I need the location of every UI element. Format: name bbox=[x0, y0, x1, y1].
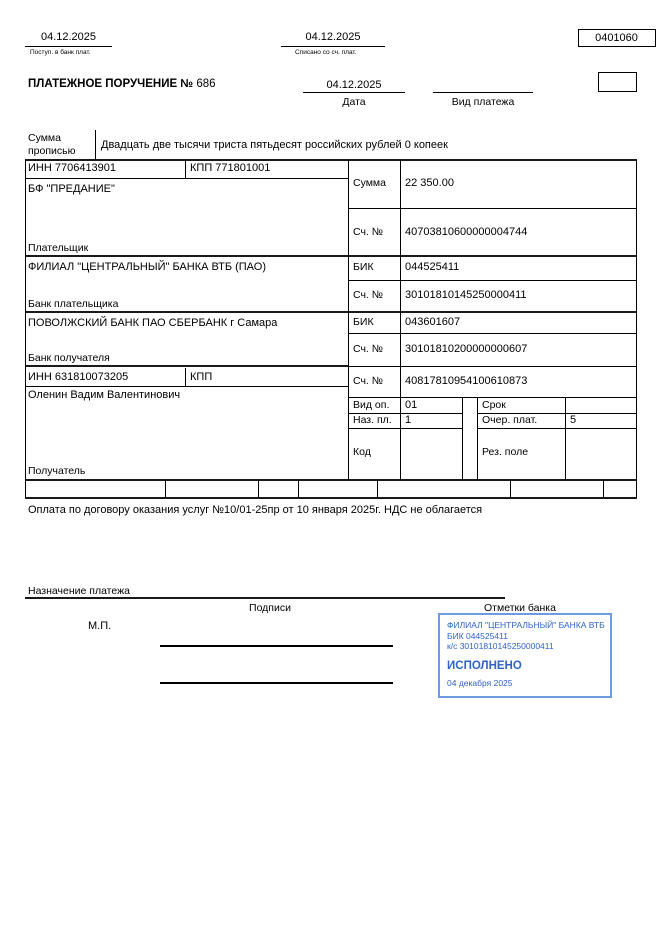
divider-line bbox=[433, 92, 533, 93]
payer-account: 40703810600000004744 bbox=[405, 226, 528, 238]
table-line bbox=[477, 397, 478, 480]
table-line bbox=[25, 365, 348, 367]
table-line bbox=[25, 255, 637, 257]
payer-name: БФ "ПРЕДАНИЕ" bbox=[28, 183, 115, 195]
amount-words-caption: Сумма прописью bbox=[28, 132, 76, 157]
table-line bbox=[348, 280, 637, 281]
table-line bbox=[348, 160, 349, 480]
document-number: 686 bbox=[196, 78, 216, 90]
table-line bbox=[565, 397, 566, 480]
debited-date: 04.12.2025 bbox=[305, 31, 361, 43]
payee-bank-bik: 043601607 bbox=[405, 316, 461, 328]
payer-bank-account: 30101810145250000411 bbox=[405, 289, 527, 301]
divider-line bbox=[25, 46, 112, 47]
payer-caption: Плательщик bbox=[28, 242, 89, 254]
signature-line bbox=[160, 645, 393, 647]
debited-date-caption: Списано со сч. плат. bbox=[295, 49, 357, 56]
op-type-value: 01 bbox=[405, 399, 418, 411]
payer-account-caption: Сч. № bbox=[353, 226, 384, 238]
table-line bbox=[348, 208, 637, 209]
sum-caption: Сумма bbox=[353, 177, 386, 189]
payment-type-caption: Вид платежа bbox=[451, 96, 515, 108]
term-caption: Срок bbox=[482, 399, 506, 411]
stamp-bank-name: ФИЛИАЛ "ЦЕНТРАЛЬНЫЙ" БАНКА ВТБ bbox=[447, 620, 605, 630]
payee-caption: Получатель bbox=[28, 465, 86, 477]
priority-value: 5 bbox=[570, 414, 577, 426]
table-line bbox=[400, 160, 401, 480]
table-line bbox=[165, 480, 166, 498]
table-line bbox=[25, 159, 637, 161]
table-line bbox=[477, 428, 637, 429]
payee-account-caption: Сч. № bbox=[353, 375, 384, 387]
stamp-status: ИСПОЛНЕНО bbox=[447, 659, 522, 672]
priority-caption: Очер. плат. bbox=[482, 414, 538, 426]
table-line bbox=[25, 497, 637, 499]
stamp-place-caption: М.П. bbox=[88, 620, 112, 632]
table-line bbox=[25, 311, 637, 313]
form-code-box bbox=[578, 29, 656, 47]
purpose-kind-caption: Наз. пл. bbox=[353, 414, 392, 426]
table-line bbox=[348, 397, 637, 398]
payment-type-box bbox=[598, 72, 637, 92]
payee-bank-account: 30101810200000000607 bbox=[405, 343, 528, 355]
payee-bank-account-caption: Сч. № bbox=[353, 343, 384, 355]
table-line bbox=[25, 479, 637, 481]
table-line bbox=[348, 428, 462, 429]
document-title bbox=[28, 78, 216, 91]
op-type-caption: Вид оп. bbox=[353, 399, 390, 411]
payment-purpose-text: Оплата по договору оказания услуг №10/01-25пр от 10 января 2025г. НДС не облагается bbox=[28, 504, 483, 516]
stamp-corr-account: к/с 30101810145250000411 bbox=[447, 641, 554, 651]
reserve-field-caption: Рез. поле bbox=[482, 446, 529, 458]
divider-line bbox=[281, 46, 385, 47]
payee-account: 40817810954100610873 bbox=[405, 375, 528, 387]
divider-line bbox=[25, 597, 505, 599]
received-date: 04.12.2025 bbox=[40, 31, 97, 43]
table-line bbox=[185, 368, 186, 386]
code-caption: Код bbox=[353, 446, 371, 458]
stamp-date: 04 декабря 2025 bbox=[447, 678, 513, 688]
payment-purpose-caption: Назначение платежа bbox=[28, 585, 130, 597]
date-caption: Дата bbox=[342, 96, 366, 108]
table-line bbox=[377, 480, 378, 498]
payer-bank-caption: Банк плательщика bbox=[28, 298, 119, 310]
amount-in-words: Двадцать две тысячи триста пятьдесят российских рублей 0 копеек bbox=[101, 139, 448, 151]
table-line bbox=[298, 480, 299, 498]
payer-bank-account-caption: Сч. № bbox=[353, 289, 384, 301]
divider-line bbox=[303, 92, 405, 93]
table-line bbox=[25, 178, 348, 179]
payer-kpp: КПП 771801001 bbox=[190, 162, 271, 174]
payee-bank-bik-caption: БИК bbox=[353, 316, 374, 328]
payee-name: Оленин Вадим Валентинович bbox=[28, 389, 181, 401]
table-line bbox=[462, 397, 463, 480]
stamp-bik: БИК 044525411 bbox=[447, 630, 508, 641]
table-line bbox=[185, 160, 186, 178]
table-line bbox=[25, 160, 26, 498]
payer-bank-name: ФИЛИАЛ "ЦЕНТРАЛЬНЫЙ" БАНКА ВТБ (ПАО) bbox=[28, 261, 266, 273]
table-line bbox=[258, 480, 259, 498]
payee-inn: ИНН 631810073205 bbox=[28, 371, 129, 383]
bank-marks-caption: Отметки банка bbox=[484, 602, 556, 614]
title-text: ПЛАТЕЖНОЕ ПОРУЧЕНИЕ № bbox=[28, 78, 194, 90]
signature-line bbox=[160, 682, 393, 684]
purpose-kind-value: 1 bbox=[405, 414, 412, 426]
payer-bank-bik: 044525411 bbox=[405, 261, 460, 273]
payee-bank-name: ПОВОЛЖСКИЙ БАНК ПАО СБЕРБАНК г Самара bbox=[28, 317, 278, 329]
sum-value: 22 350.00 bbox=[405, 177, 454, 189]
payer-inn: ИНН 7706413901 bbox=[28, 162, 117, 174]
table-line bbox=[25, 386, 348, 387]
table-line bbox=[603, 480, 604, 498]
received-date-caption: Поступ. в банк плат. bbox=[30, 49, 91, 56]
divider-line bbox=[95, 130, 96, 160]
payee-bank-caption: Банк получателя bbox=[28, 352, 110, 364]
signatures-caption: Подписи bbox=[249, 602, 291, 614]
form-code: 0401060 bbox=[595, 32, 638, 44]
table-line bbox=[348, 333, 637, 334]
payer-bank-bik-caption: БИК bbox=[353, 261, 374, 273]
document-date: 04.12.2025 bbox=[326, 79, 382, 91]
table-line bbox=[636, 160, 637, 498]
table-line bbox=[510, 480, 511, 498]
table-line bbox=[348, 366, 637, 367]
bank-stamp bbox=[438, 613, 612, 698]
payee-kpp-caption: КПП bbox=[190, 371, 213, 383]
